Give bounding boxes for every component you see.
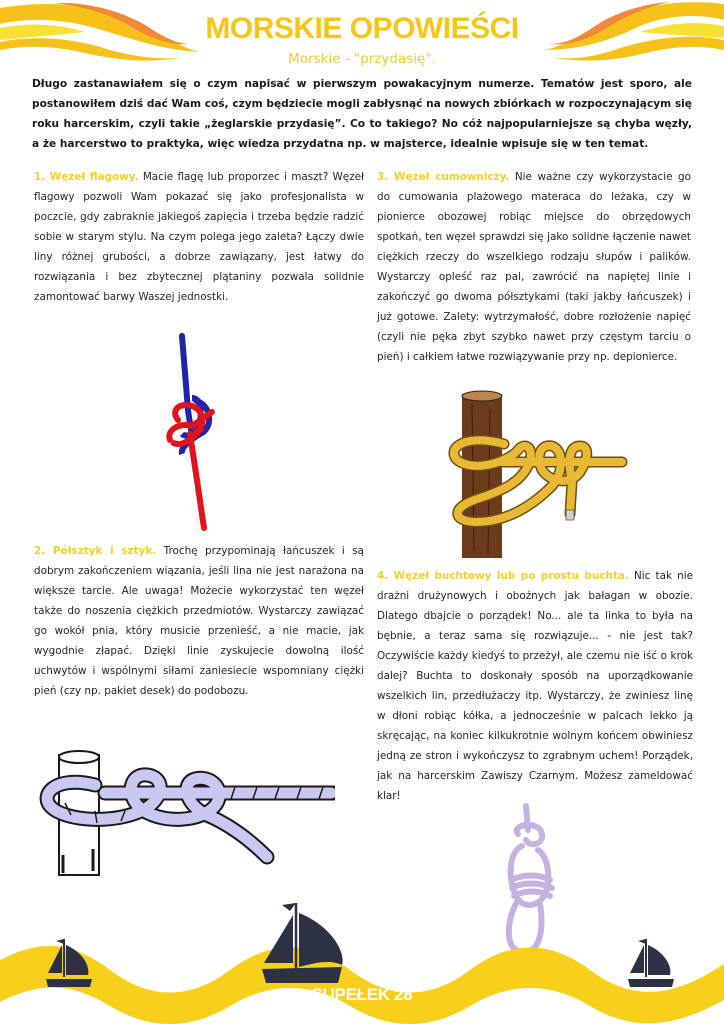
flag-knot-illustration — [160, 330, 230, 535]
section-clove-hitch — [377, 167, 691, 367]
section-body: Nie ważne czy wykorzystacie go do cumowania plażowego materaca do leżaka, czy w pionierce obozowej robiąc miejsce do obrzędowych spotkań, ten węzeł sprawdzi się jako solidne łączenie nawet ciężkich rzeczy do wszelkiego rodzaju słupów i palików. Wystarczy opleść raz pal, zawrócić na napiętej linie i zakończyć go dwoma półsztykami (taki jakby łańcuszek) i już gotowe. Zalety: wytrzymałość, dobre rozłożenie napięć (czyli nie pęka zbyt szybko nawet przy częstym tarciu o pień) i całkiem łatwe rozwiązywanie przy np. depionierce. — [377, 171, 691, 363]
page-title: MORSKIE OPOWIEŚCI — [205, 12, 519, 45]
section-flag-knot — [34, 167, 364, 307]
section-heading: 1. Węzeł flagowy. — [34, 171, 139, 183]
intro-paragraph: Długo zastanawiałem się o czym napisać w pierwszym powakacyjnym numerze. Tematów jest sporo, ale postanowiłem dziś dać Wam coś, czym będziecie mogli zabłysnąć na nowych zbiórkach w rozpoczynającym się roku harcerskim, czyli takie „żeglarskie przydasię”. Co to takiego? No cóż najpopularniejsze są chyba węzły, a że harcerstwo to praktyka, więc wiedza przydatna np. w majsterce, idealnie wpisuje się w ten temat. — [32, 78, 692, 150]
page-subtitle: Morskie - "przydasię". — [288, 51, 436, 67]
section-heading: 4. Węzeł buchtowy lub po prostu buchta. — [377, 570, 629, 582]
section-coil-knot — [377, 566, 693, 806]
sailboat-right-icon — [626, 935, 676, 990]
half-hitch-illustration — [35, 745, 335, 880]
section-heading: 2. Półsztyk i sztyk. — [34, 545, 157, 557]
section-body: Trochę przypominają łańcuszek i są dobrym zakończeniem wiązania, jeśli lina nie jest narażona na większe tarcie. Ale uwaga! Możecie wykorzystać ten węzeł także do noszenia ciężkich przedmiotów. Wystarczy zawiązać go wokół pnia, który musicie przenieść, a nie macie, jak wygodnie złapać. Dzięki linie zyskujecie dowolną ilość uchwytów i wspólnymi siłami zaniesiecie wspomniany ciężki pień (czy np. pakiet desek) do podobozu. — [34, 545, 364, 697]
sailboat-left-icon — [44, 935, 94, 990]
section-body: Nic tak nie drażni drużynowych i oboźnych jak bałagan w obozie. Dlatego dbajcie o porządek! No... ale ta linka to była na bębnie, a teraz sama się rozwiązuje... - nie jest tak? Oczywiście każdy kiedyś to przeżył, ale czemu nie iść o krok dalej? Buchta to doskonały sposób na uporządkowanie wszelkich lin, przedłużaczy itp. Wystarczy, że zwiniesz linę w dłoni robiąc kółka, a jednocześnie w palcach lekko ją skręcając, na koniec kilkukrotnie wolnym końcem obwiniesz jedną ze stron i wykończysz to zgrabnym uchem! Porządek, jak na harcerskim Zawiszy Czarnym. Możesz zameldować klar! — [377, 570, 693, 802]
footer-magazine-label: SUPEŁEK 28 — [311, 985, 413, 1004]
footer-wave-decoration — [0, 930, 724, 1024]
section-body: Macie flagę lub proporzec i maszt? Węzeł flagowy pozwoli Wam pokazać się jako profesjonalista w poczcie, gdy zabraknie jakiegoś zapięcia i trzeba będzie radzić sobie w starym stylu. Na czym polega jego zaleta? Łączy dwie liny różnej grubości, a dobrze zawiązany, jest łatwy do rozwiązania i bez zbytecznej plątaniny pozwala solidnie zamontować barwy Waszej jednostki. — [34, 171, 364, 303]
clove-hitch-illustration — [440, 390, 630, 560]
section-heading: 3. Węzeł cumowniczy. — [377, 171, 510, 183]
sailboat-center-icon — [258, 897, 348, 985]
section-half-hitch — [34, 541, 364, 701]
